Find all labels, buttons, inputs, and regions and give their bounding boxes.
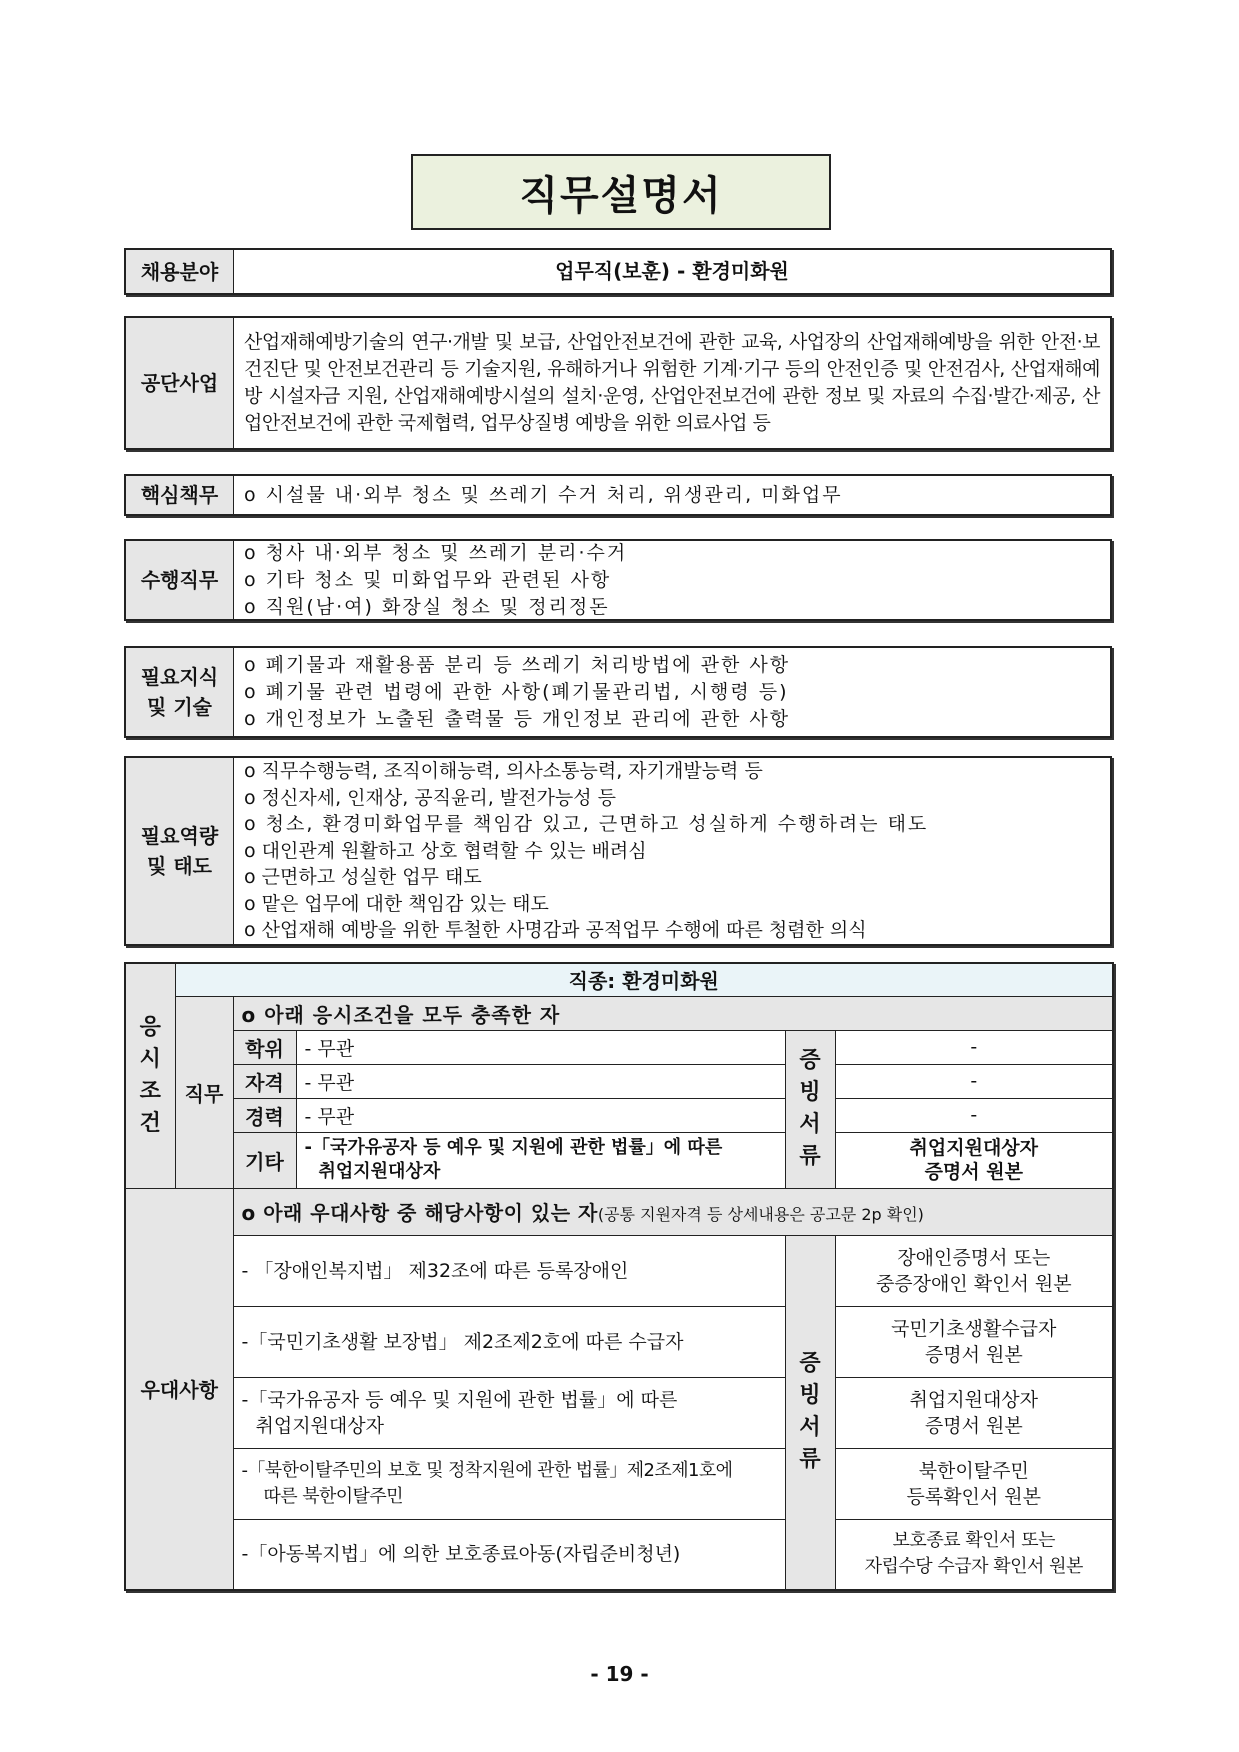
page-number: - 19 - bbox=[590, 1662, 649, 1686]
duties-label: 수행직무 bbox=[126, 541, 234, 619]
competency-item: o 청소, 환경미화업무를 책임감 있고, 근면하고 성실하게 수행하려는 태도 bbox=[244, 813, 929, 836]
preference-proof: 취업지원대상자 증명서 원본 bbox=[835, 1377, 1113, 1448]
condition-proof: - bbox=[835, 1098, 1113, 1132]
duty-item: o 청사 내·외부 청소 및 쓰레기 분리·수거 bbox=[244, 541, 628, 564]
knowledge-row bbox=[124, 646, 1112, 738]
condition-key: 자격 bbox=[233, 1064, 296, 1098]
core-duty-label: 핵심책무 bbox=[126, 476, 234, 514]
core-duty-item: o 시설물 내·외부 청소 및 쓰레기 수거 처리, 위생관리, 미화업무 bbox=[244, 483, 843, 506]
competency-row bbox=[124, 756, 1112, 946]
doc-title: 직무설명서 bbox=[519, 172, 723, 219]
duty-item: o 직원(남·여) 화장실 청소 및 정리정돈 bbox=[244, 595, 610, 618]
preference-proof: 보호종료 확인서 또는 자립수당 수급자 확인서 원본 bbox=[835, 1519, 1113, 1590]
corp-business-text: 산업재해예방기술의 연구·개발 및 보급, 산업안전보건에 관한 교육, 사업장의 산업재해예방을 위한 안전·보건진단 및 안전보건관리 등 기술지원, 유해하거나 위험한 기계·기구 등의 안전인증 및 안전검사, 산업재해예방 시설자금 지원, 산업재해예방시설의 설치·운영, 산업안전보건에 관한 정보 및 자료의 수집·발간·제공, 산업안전보건에 관한 국제협력, 업무상질병 예방을 위한 의료사업 등 bbox=[244, 331, 1100, 434]
competency-item: o 맡은 업무에 대한 책임감 있는 태도 bbox=[244, 892, 549, 915]
recruit-value: 업무직(보훈) - 환경미화원 bbox=[555, 259, 789, 283]
core-duty-row bbox=[124, 474, 1112, 516]
conditions-intro: o 아래 응시조건을 모두 충족한 자 bbox=[233, 996, 1113, 1030]
job-type: 직종: 환경미화원 bbox=[175, 963, 1113, 996]
conditions-table bbox=[124, 962, 1114, 1591]
knowledge-item: o 폐기물과 재활용품 분리 등 쓰레기 처리방법에 관한 사항 bbox=[244, 653, 791, 676]
corp-business-row bbox=[124, 316, 1112, 450]
conditions-proof-label: 증 빙 서 류 bbox=[785, 1030, 835, 1188]
condition-key: 경력 bbox=[233, 1098, 296, 1132]
condition-proof: - bbox=[835, 1064, 1113, 1098]
preferences-intro: o 아래 우대사항 중 해당사항이 있는 자(공통 지원자격 등 상세내용은 공고문 2p 확인) bbox=[233, 1188, 1113, 1235]
competency-item: o 정신자세, 인재상, 공직윤리, 발전가능성 등 bbox=[244, 786, 616, 809]
preferences-proof-label: 증 빙 서 류 bbox=[785, 1235, 835, 1590]
condition-key: 학위 bbox=[233, 1030, 296, 1064]
preferences-label: 우대사항 bbox=[125, 1188, 233, 1590]
competency-item: o 직무수행능력, 조직이해능력, 의사소통능력, 자기개발능력 등 bbox=[244, 760, 763, 783]
competency-item: o 대인관계 원활하고 상호 협력할 수 있는 배려심 bbox=[244, 839, 647, 862]
corp-business-label: 공단사업 bbox=[126, 318, 234, 448]
condition-key: 기타 bbox=[233, 1132, 296, 1188]
competency-item: o 산업재해 예방을 위한 투철한 사명감과 공적업무 수행에 따른 청렴한 의식 bbox=[244, 919, 867, 942]
conditions-side-label: 응 시 조 건 bbox=[125, 963, 175, 1188]
duty-item: o 기타 청소 및 미화업무와 관련된 사항 bbox=[244, 568, 612, 591]
knowledge-item: o 개인정보가 노출된 출력물 등 개인정보 관리에 관한 사항 bbox=[244, 707, 791, 730]
condition-value: -「국가유공자 등 예우 및 지원에 관한 법률」에 따른 취업지원대상자 bbox=[296, 1132, 785, 1188]
condition-proof: 취업지원대상자 증명서 원본 bbox=[835, 1132, 1113, 1188]
condition-value: - 무관 bbox=[296, 1030, 785, 1064]
recruit-row bbox=[124, 248, 1112, 295]
recruit-label: 채용분야 bbox=[126, 250, 234, 293]
preference-item: -「국가유공자 등 예우 및 지원에 관한 법률」에 따른 취업지원대상자 bbox=[233, 1377, 785, 1448]
knowledge-item: o 폐기물 관련 법령에 관한 사항(폐기물관리법, 시행령 등) bbox=[244, 680, 789, 703]
preference-proof: 북한이탈주민 등록확인서 원본 bbox=[835, 1448, 1113, 1519]
condition-value: - 무관 bbox=[296, 1098, 785, 1132]
preference-item: -「북한이탈주민의 보호 및 정착지원에 관한 법률」제2조제1호에 따른 북한이탈주민 bbox=[233, 1448, 785, 1519]
preference-item: -「아동복지법」에 의한 보호종료아동(자립준비청년) bbox=[233, 1519, 785, 1590]
job-label: 직무 bbox=[175, 996, 233, 1188]
condition-proof: - bbox=[835, 1030, 1113, 1064]
preference-item: - 「장애인복지법」 제32조에 따른 등록장애인 bbox=[233, 1235, 785, 1306]
duties-row bbox=[124, 539, 1112, 621]
preference-proof: 국민기초생활수급자 증명서 원본 bbox=[835, 1306, 1113, 1377]
competency-label: 필요역량 및 태도 bbox=[126, 758, 234, 944]
condition-value: - 무관 bbox=[296, 1064, 785, 1098]
preference-proof: 장애인증명서 또는 중증장애인 확인서 원본 bbox=[835, 1235, 1113, 1306]
competency-item: o 근면하고 성실한 업무 태도 bbox=[244, 866, 482, 889]
doc-title-box bbox=[411, 154, 831, 230]
knowledge-label: 필요지식 및 기술 bbox=[126, 648, 234, 736]
preference-item: -「국민기초생활 보장법」 제2조제2호에 따른 수급자 bbox=[233, 1306, 785, 1377]
